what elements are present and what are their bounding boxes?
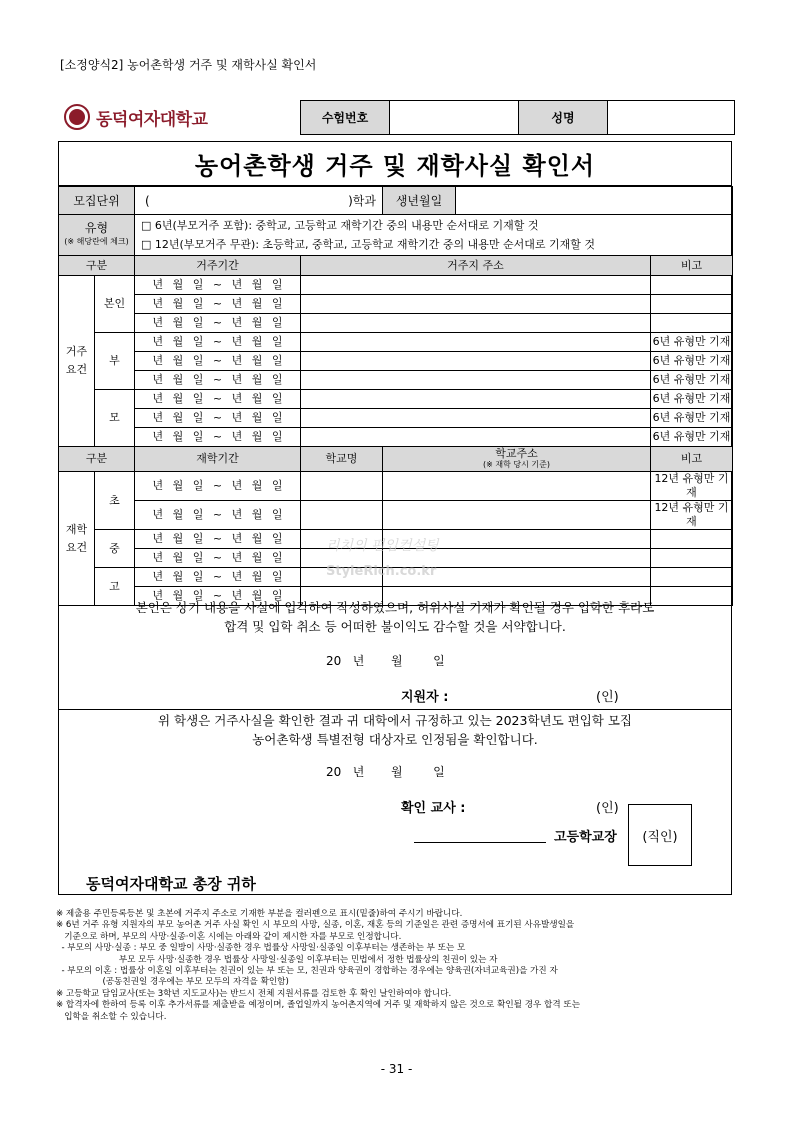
teacher-seal: (인) — [596, 801, 619, 816]
sch-name[interactable] — [301, 501, 383, 530]
page-title: 농어촌학생 거주 및 재학사실 확인서 — [58, 141, 732, 186]
res-period[interactable]: 년 월 일 ~ 년 월 일 — [135, 333, 301, 352]
school-name-line[interactable] — [414, 842, 546, 843]
birth-field[interactable] — [456, 187, 732, 214]
res-note: 6년 유형만 기재 — [651, 371, 733, 390]
sch-h-div: 구분 — [59, 447, 135, 472]
recruit-close: )학과 — [348, 193, 376, 208]
footnote: 부모 모두 사망·실종한 경우 법률상 사망일·실종일 이후부터는 민법에서 정한 법률상의 친권이 있는 자 — [56, 954, 498, 965]
res-addr[interactable] — [301, 371, 651, 390]
res-addr[interactable] — [301, 276, 651, 295]
pledge-date[interactable]: 20 년 월 일 — [326, 654, 445, 668]
applicant-label: 지원자 : — [401, 690, 449, 705]
footnote: (공동친권일 경우에는 부모 모두의 자격을 확인함) — [56, 977, 289, 988]
res-period[interactable]: 년 월 일 ~ 년 월 일 — [135, 409, 301, 428]
res-mother: 모 — [95, 390, 135, 447]
res-period[interactable]: 년 월 일 ~ 년 월 일 — [135, 352, 301, 371]
res-self: 본인 — [95, 276, 135, 333]
res-addr[interactable] — [301, 390, 651, 409]
sch-addr[interactable] — [383, 501, 651, 530]
sch-name[interactable] — [301, 472, 383, 501]
res-addr[interactable] — [301, 333, 651, 352]
sch-note — [651, 549, 733, 568]
sch-note: 12년 유형만 기재 — [651, 501, 733, 530]
type-label: 유형 — [84, 221, 109, 235]
logo-text: 동덕여자대학교 — [96, 109, 208, 130]
footnote: ※ 6년 거주 유형 지원자의 부모 농어촌 거주 사실 확인 시 부모의 사망, 실종, 이혼, 재혼 등의 기준일은 관련 증명서에 표기된 사유발생일을 — [56, 920, 575, 931]
sch-period[interactable]: 년 월 일 ~ 년 월 일 — [135, 568, 301, 587]
pledge-line1: 본인은 상기 내용을 사실에 입각하여 작성하였으며, 허위사실 기재가 확인될 경우 입학한 후라도 — [135, 600, 655, 615]
confirm-line2: 농어촌학생 특별전형 대상자로 인정됨을 확인합니다. — [252, 732, 538, 747]
res-note: 6년 유형만 기재 — [651, 390, 733, 409]
exam-no-label: 수험번호 — [301, 101, 390, 135]
sch-elem: 초 — [95, 472, 135, 530]
res-note: 6년 유형만 기재 — [651, 409, 733, 428]
sch-period[interactable]: 년 월 일 ~ 년 월 일 — [135, 501, 301, 530]
res-h-period: 거주기간 — [135, 256, 301, 276]
res-h-div: 구분 — [59, 256, 135, 276]
res-note: 6년 유형만 기재 — [651, 333, 733, 352]
footnote: ※ 제출용 주민등록등본 및 초본에 거주지 주소로 기재한 부분을 컬러펜으로 표시(밑줄)하여 주시기 바랍니다. — [56, 909, 463, 919]
sch-period[interactable]: 년 월 일 ~ 년 월 일 — [135, 530, 301, 549]
pledge-line2: 합격 및 입학 취소 등 어떠한 불이익도 감수할 것을 서약합니다. — [224, 619, 566, 634]
type-option-12yr[interactable]: □ 12년(부모거주 무관): 초등학교, 중학교, 고등학교 재학기간 중의 내용만 순서대로 기재할 것 — [141, 238, 596, 251]
school-group: 재학 요건 — [59, 472, 95, 606]
res-note: 6년 유형만 기재 — [651, 352, 733, 371]
recruit-field[interactable] — [135, 187, 383, 215]
official-seal-box — [628, 804, 692, 866]
footnote: 기준으로 하며, 부모의 사망·실종·이혼 시에는 아래와 같이 제시한 자를 부모로 인정합니다. — [56, 931, 402, 942]
sch-period[interactable]: 년 월 일 ~ 년 월 일 — [135, 549, 301, 568]
sch-h-note: 비고 — [651, 447, 733, 472]
addressee: 동덕여자대학교 총장 귀하 — [86, 875, 256, 893]
sch-note: 12년 유형만 기재 — [651, 472, 733, 501]
res-note: 6년 유형만 기재 — [651, 428, 733, 447]
footnote: - 부모의 이혼 : 법률상 이혼일 이후부터는 친권이 있는 부 또는 모, 친권과 양육권이 경합하는 경우에는 양육권(자녀교육권)을 가진 자 — [56, 966, 558, 977]
page-number: - 31 - — [380, 1062, 413, 1076]
teacher-label: 확인 교사 : — [401, 801, 466, 816]
exam-no-field[interactable] — [390, 101, 519, 135]
footnote: ※ 고등학교 담임교사(또는 3학년 지도교사)는 반드시 전체 지원서류를 검토한 후 확인 날인하여야 합니다. — [56, 988, 452, 999]
footnotes — [56, 909, 746, 1023]
type-label-cell — [59, 215, 135, 256]
official-seal-text: (직인) — [642, 829, 678, 845]
res-addr[interactable] — [301, 409, 651, 428]
applicant-seal: (인) — [596, 690, 619, 705]
university-logo — [64, 102, 234, 132]
sch-h-addr-note: (※ 재학 당시 기준) — [483, 460, 550, 469]
res-note — [651, 314, 733, 333]
pledge-section — [58, 598, 732, 636]
res-period[interactable]: 년 월 일 ~ 년 월 일 — [135, 276, 301, 295]
res-period[interactable]: 년 월 일 ~ 년 월 일 — [135, 371, 301, 390]
res-h-addr: 거주지 주소 — [301, 256, 651, 276]
res-note — [651, 276, 733, 295]
header-info-table — [300, 100, 735, 135]
footnote: - 부모의 사망·실종 : 부모 중 일방이 사망·실종한 경우 법률상 사망일·실종일 이후부터는 생존하는 부 또는 모 — [56, 943, 466, 954]
sch-period[interactable]: 년 월 일 ~ 년 월 일 — [135, 587, 301, 606]
res-addr[interactable] — [301, 314, 651, 333]
sch-high: 고 — [95, 568, 135, 606]
sch-h-name: 학교명 — [301, 447, 383, 472]
footnote: ※ 합격자에 한하여 등록 이후 추가서류를 제출받을 예정이며, 졸업일까지 농어촌지역에 거주 및 재학하지 않은 것으로 확인될 경우 합격 또는 — [56, 1000, 580, 1011]
sch-note — [651, 530, 733, 549]
watermark-line1: 리치의 편입컨설팅 — [326, 538, 439, 554]
res-addr[interactable] — [301, 352, 651, 371]
res-h-note: 비고 — [651, 256, 733, 276]
recruit-open: ( — [145, 193, 150, 208]
res-period[interactable]: 년 월 일 ~ 년 월 일 — [135, 295, 301, 314]
res-addr[interactable] — [301, 428, 651, 447]
principal-label: 고등학교장 — [554, 830, 617, 845]
sch-mid: 중 — [95, 530, 135, 568]
confirm-date[interactable]: 20 년 월 일 — [326, 765, 445, 779]
sch-period[interactable]: 년 월 일 ~ 년 월 일 — [135, 472, 301, 501]
recruit-label: 모집단위 — [59, 187, 135, 215]
res-father: 부 — [95, 333, 135, 390]
sch-h-period: 재학기간 — [135, 447, 301, 472]
res-addr[interactable] — [301, 295, 651, 314]
sch-h-addr-cell — [383, 447, 651, 472]
sch-note — [651, 568, 733, 587]
confirm-line1: 위 학생은 거주사실을 확인한 결과 귀 대학에서 규정하고 있는 2023학년도 편입학 모집 — [158, 713, 632, 728]
res-note — [651, 295, 733, 314]
type-options — [135, 215, 733, 256]
footnote: 입학을 취소할 수 있습니다. — [56, 1011, 167, 1022]
residence-group: 거주 요건 — [59, 276, 95, 447]
res-period[interactable]: 년 월 일 ~ 년 월 일 — [135, 314, 301, 333]
sch-h-addr: 학교주소 — [495, 447, 538, 460]
type-option-6yr[interactable]: □ 6년(부모거주 포함): 중학교, 고등학교 재학기간 중의 내용만 순서대로 기재할 것 — [141, 219, 539, 232]
sch-addr[interactable] — [383, 472, 651, 501]
university-seal-icon — [64, 104, 90, 130]
section-divider — [58, 709, 732, 710]
birth-label: 생년월일 — [383, 187, 456, 214]
type-note: (※ 해당란에 체크) — [64, 237, 129, 246]
watermark-line2: StyleRich.co.kr — [326, 564, 437, 579]
name-label: 성명 — [519, 101, 608, 135]
name-field[interactable] — [608, 101, 735, 135]
form-code: [소정양식2] 농어촌학생 거주 및 재학사실 확인서 — [60, 58, 317, 72]
confirm-section — [58, 711, 732, 749]
res-period[interactable]: 년 월 일 ~ 년 월 일 — [135, 428, 301, 447]
res-period[interactable]: 년 월 일 ~ 년 월 일 — [135, 390, 301, 409]
